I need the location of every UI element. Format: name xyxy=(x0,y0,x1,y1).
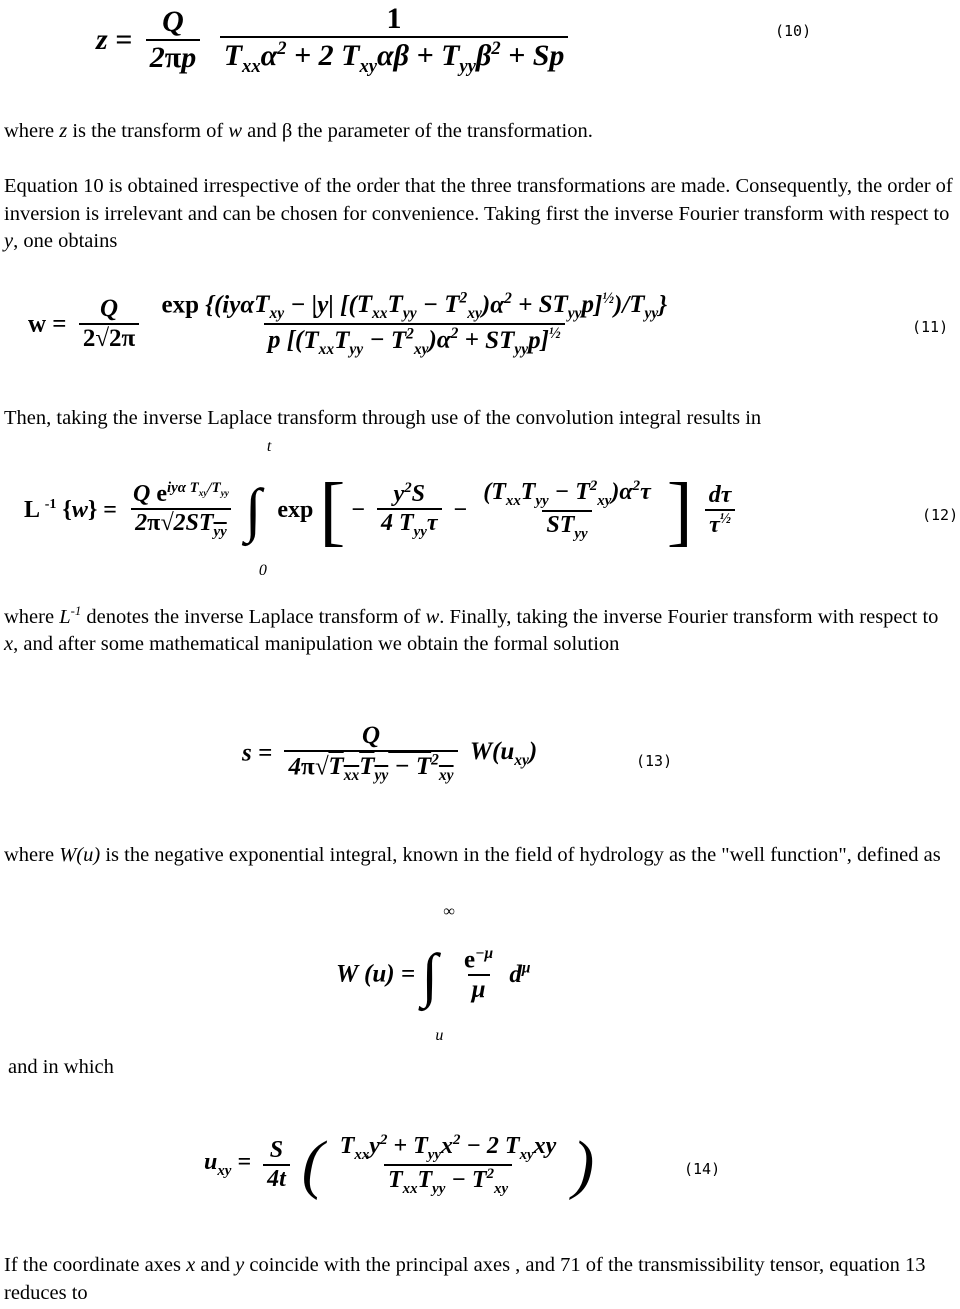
equation-13-tag: (13) xyxy=(636,752,673,770)
equation-12: L $^{-1}$ {w} = $\frac{Q e^{iy\alpha T_{xy}/T_{yy}}}{2\pi√2ST_{yy}}$ ∫ t 0 exp [ − $\frac{y^2S}{4 T_{yy}\tau}$ − $\frac{(T_{xx}T_{yy} - T^2_{xy})\alpha^2\tau}{ST_{yy}}$ ] $\frac{d\tau}{\tau^{\frac{1}{2}}}$ xyxy=(24,478,741,543)
paragraph-3: Then, taking the inverse Laplace transform through use of the convolution integral results in xyxy=(4,407,762,429)
equation-10-tag: (10) xyxy=(775,22,812,40)
equation-13: s = $\frac{Q}{4\pi√T_{xx}T_{yy} - T^2_{xy}}$ $W(u_{xy})$ xyxy=(242,722,538,785)
paragraph-2: Equation 10 is obtained irrespective of the order that the three transformations are made. Consequently, the order of inversion is irrelevant and can be chosen for convenience. Taking first the inverse Fourier transform with respect to y, one obtains xyxy=(4,175,953,252)
paragraph-5: where W(u) is the negative exponential integral, known in the field of hydrology as the "well function", defined as xyxy=(4,844,941,866)
equation-14-tag: (14) xyxy=(684,1160,721,1178)
equation-14: $u_{xy}$ = $\frac{S}{4t}$ ( $\frac{T_{xx}y^2 + T_{yy}x^2 - 2 T_{xy}xy}{T_{xx}T_{yy} - T^2_{xy}}$ ) xyxy=(204,1127,595,1201)
equation-11: w = $\frac{Q}{2√2\pi}$ $\frac{\exp \{(iy\alpha T_{xy} - |y| [(T_{xx}T_{yy} - T^2_{xy})\alpha^2 + ST_{yy}p]^{\frac{1}{2}})/T_{yy}\}}{p [(T_{xx}T_{yy} - T^2_{xy})\alpha^2 + ST_{yy}p]^{\frac{1}{2}}}$ xyxy=(28,290,668,358)
equation-12-tag: (12) xyxy=(922,506,959,524)
equation-well-function: W (u) = ∫ ∞ u $\frac{e^{-\mu}}{\mu}$ $d^\mu$ xyxy=(336,902,531,1044)
paragraph-1: where z is the transform of w and β the parameter of the transformation. xyxy=(4,120,593,142)
equation-10: z = $\frac{Q}{2\pi p}$ $\frac{1}{T_{xx}\alpha^2 + 2 T_{xy}\alpha\beta + T_{yy}\beta^2 + Sp}$ xyxy=(96,2,574,78)
paragraph-7: If the coordinate axes x and y coincide with the principal axes , and 71 of the transmissibility tensor, equation 13 reduces to xyxy=(4,1254,926,1304)
paragraph-4: where $L^{-1}$ denotes the inverse Laplace transform of w. Finally, taking the inverse Fourier transform with respect to x, and after some mathematical manipulation we obtain the formal solution xyxy=(4,604,939,656)
equation-11-tag: (11) xyxy=(912,318,949,336)
paragraph-6: and in which xyxy=(8,1056,114,1078)
